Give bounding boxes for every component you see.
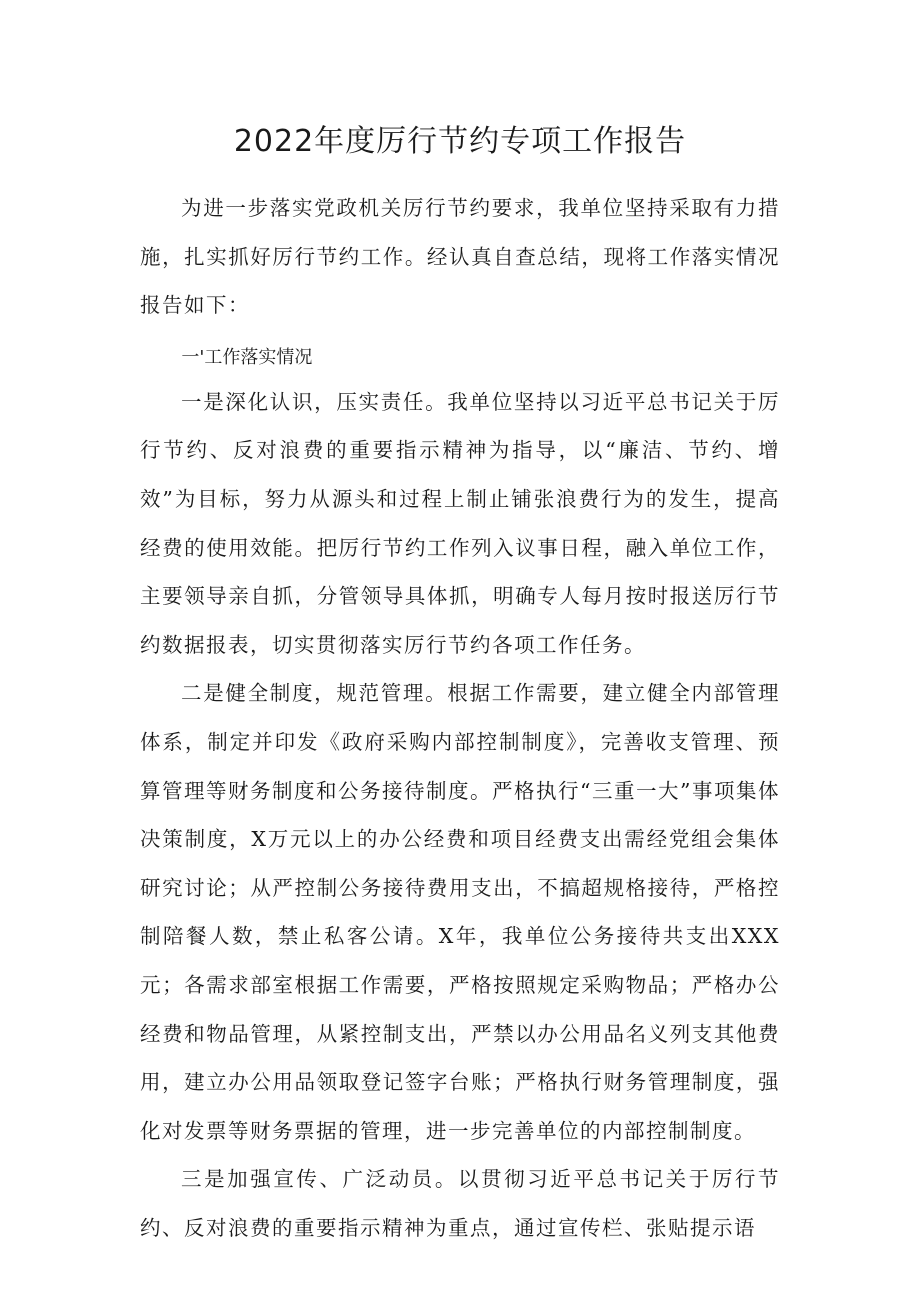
body-paragraph-2: 二是健全制度，规范管理。根据工作需要，建立健全内部管理体系，制定并印发《政府采购内部控制制度》，完善收支管理、预算管理等财务制度和公务接待制度。严格执行“三重一大”事项集体决策制度，X万元以上的办公经费和项目经费支出需经党组会集体研究讨论；从严控制公务接待费用支出，不搞超规格接待，严格控制陪餐人数，禁止私客公请。X年，我单位公务接待共支出XXX元；各需求部室根据工作需要，严格按照规定采购物品；严格办公经费和物品管理，从紧控制支出，严禁以办公用品名义列支其他费用，建立办公用品领取登记签字台账；严格执行财务管理制度，强化对发票等财务票据的管理，进一步完善单位的内部控制制度。	[140, 681, 780, 1143]
intro-paragraph: 为进一步落实党政机关厉行节约要求，我单位坚持采取有力措施，扎实抓好厉行节约工作。经认真自查总结，现将工作落实情况报告如下：	[140, 196, 780, 318]
body-paragraph-1: 一是深化认识，压实责任。我单位坚持以习近平总书记关于厉行节约、反对浪费的重要指示精神为指导，以“廉洁、节约、增效”为目标，努力从源头和过程上制止铺张浪费行为的发生，提高经费的使用效能。把厉行节约工作列入议事日程，融入单位工作，主要领导亲自抓，分管领导具体抓，明确专人每月按时报送厉行节约数据报表，切实贯彻落实厉行节约各项工作任务。	[140, 389, 780, 657]
document-title: 2022年度厉行节约专项工作报告	[233, 124, 687, 159]
section-heading: 一'工作落实情况	[181, 346, 313, 368]
body-paragraph-3: 三是加强宣传、广泛动员。以贯彻习近平总书记关于厉行节约、反对浪费的重要指示精神为重点，通过宣传栏、张贴提示语	[140, 1167, 780, 1240]
